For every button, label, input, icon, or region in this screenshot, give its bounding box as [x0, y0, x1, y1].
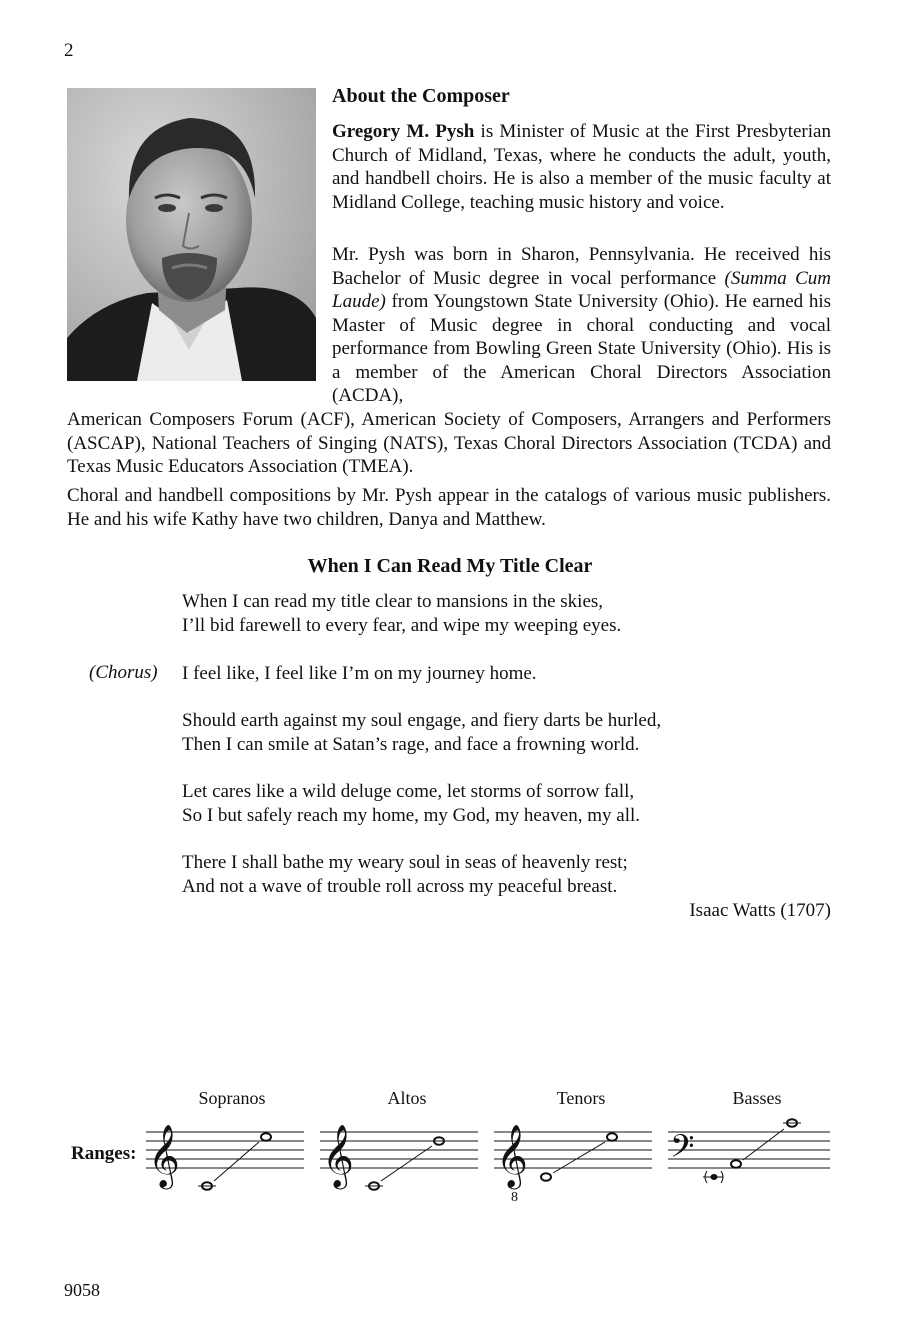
catalog-number: 9058: [64, 1280, 100, 1300]
lyric-line: So I but safely reach my home, my God, my heaven, my all.: [182, 805, 641, 826]
voice-label-sopranos: Sopranos: [198, 1088, 266, 1108]
bio-paragraph-2-text-b: from Youngstown State University (Ohio). He earned his Master of Music degree in choral conducting and vocal performance from Bowling Green State University (Ohio). His is a member of the American Choral Directors Association (ACDA),: [332, 291, 831, 406]
treble-clef-icon: 𝄞: [148, 1124, 180, 1187]
vocal-ranges: [0, 1080, 900, 1210]
composer-name: Gregory M. Pysh: [332, 121, 475, 142]
range-high-note: [607, 1133, 617, 1141]
bio-paragraph-2-text-a: Mr. Pysh was born in Sharon, Pennsylvania. He received his Bachelor of Music degree in vocal performance: [332, 244, 831, 289]
range-slur: [743, 1129, 784, 1160]
bio-paragraph-3: Choral and handbell compositions by Mr. Pysh appear in the catalogs of various music publishers. He and his wife Kathy have two children, Danya and Matthew.: [67, 485, 831, 530]
lyric-line: There I shall bathe my weary soul in seas of heavenly rest;: [182, 852, 628, 873]
bio-paragraph-1-text: is Minister of Music at the First Presbyterian Church of Midland, Texas, where he conducts the adult, youth, and handbell choirs. He is also a member of the music faculty at Midland College, teaching music history and voice.: [332, 121, 831, 213]
range-slur: [381, 1146, 432, 1181]
range-slur: [214, 1142, 259, 1181]
octave-mark: 8: [511, 1190, 518, 1205]
about-heading: About the Composer: [332, 85, 510, 107]
bass-clef-icon: 𝄢: [670, 1128, 695, 1172]
lyric-line: And not a wave of trouble roll across my peaceful breast.: [182, 876, 618, 897]
voice-label-tenors: Tenors: [556, 1088, 606, 1108]
chorus-line: I feel like, I feel like I’m on my journey home.: [182, 663, 537, 684]
range-high-note: [261, 1133, 271, 1141]
voice-label-basses: Basses: [732, 1088, 782, 1108]
verse-2: [182, 709, 661, 757]
lyric-line: Should earth against my soul engage, and fiery darts be hurled,: [182, 710, 662, 731]
chorus-label: (Chorus): [89, 662, 158, 683]
bio-paragraph-2-continued: American Composers Forum (ACF), American Society of Composers, Arrangers and Performers (ASCAP), National Teachers of Singing (NATS), Texas Choral Directors Association (TCDA) and Texas Music Educators Association (TMEA).: [67, 409, 831, 477]
lyric-line: Let cares like a wild deluge come, let storms of sorrow fall,: [182, 781, 635, 802]
range-optional-note: [711, 1174, 718, 1180]
hymn-attribution: Isaac Watts (1707): [689, 900, 831, 921]
treble-clef-icon: 𝄞: [322, 1124, 354, 1187]
lyric-line: I’ll bid farewell to every fear, and wipe my weeping eyes.: [182, 615, 622, 636]
composer-photo: [67, 88, 316, 381]
verse-4: [182, 851, 628, 899]
verse-3: [182, 780, 640, 828]
range-low-note: [541, 1173, 551, 1181]
treble-clef-icon: 𝄞: [496, 1124, 528, 1187]
hymn-title: When I Can Read My Title Clear: [307, 555, 593, 577]
bio-paragraph-1: [332, 120, 831, 214]
voice-label-altos: Altos: [387, 1088, 427, 1108]
lyric-line: Then I can smile at Satan’s rage, and face a frowning world.: [182, 734, 640, 755]
page-number: 2: [64, 40, 74, 61]
bio-paragraph-2: [332, 243, 831, 408]
verse-1: [182, 590, 621, 638]
lyric-line: When I can read my title clear to mansions in the skies,: [182, 591, 604, 612]
range-low-note: [731, 1160, 741, 1168]
ranges-label: Ranges:: [71, 1143, 137, 1164]
honors-text: (Summa Cum Laude): [332, 267, 831, 312]
